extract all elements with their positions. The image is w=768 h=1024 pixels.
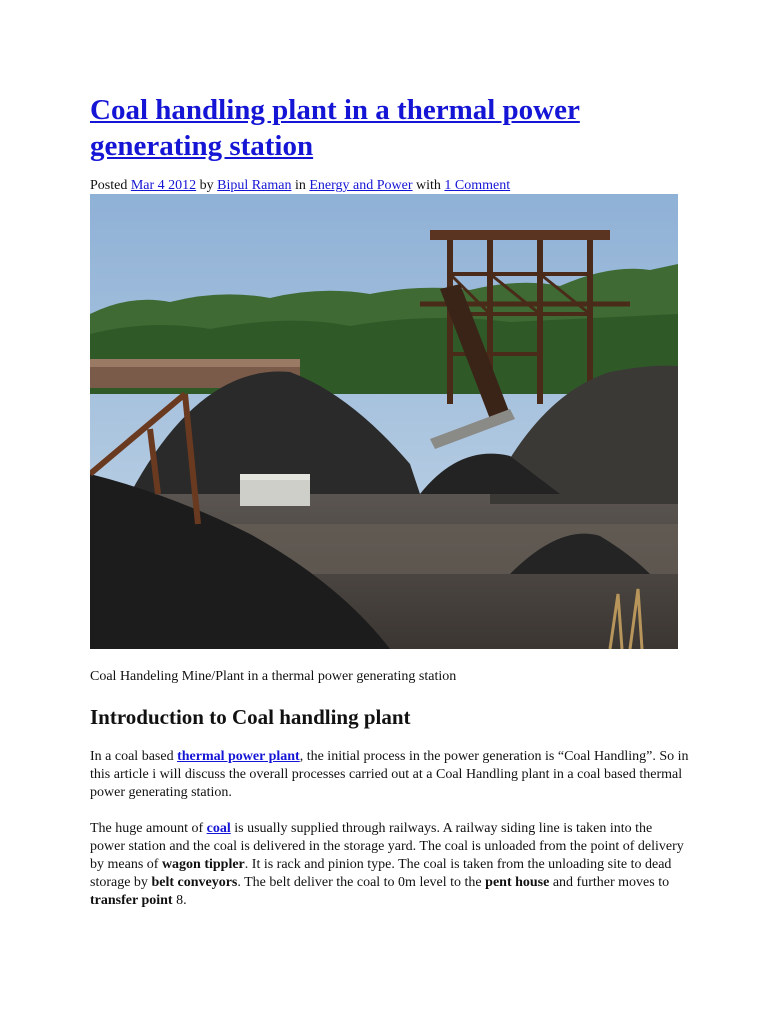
wagon-tippler-term: wagon tippler [161,857,245,872]
section-heading: Introduction to Coal handling plant [90,705,411,729]
with-label: with [416,178,441,193]
image-caption: Coal Handeling Mine/Plant in a thermal power generating station [90,669,457,684]
coal-plant-photo [90,194,678,649]
p2-text-3: . It is rack and pinion type. The coal is taken from the unloading site to dead storage by [90,857,672,890]
transfer-point-term: transfer point [90,893,173,908]
comments-link[interactable]: 1 Comment [444,178,511,193]
p2-text-6: 8. [172,893,187,908]
coal-link[interactable]: coal [206,821,231,836]
pent-house-term: pent house [485,875,550,890]
post-meta [90,177,510,195]
p2-text-2: is usually supplied through railways. A railway siding line is taken into the power station and the coal is delivered in the storage yard. The coal is unloaded from the point of delivery by means of [90,821,684,872]
posted-label: Posted [90,178,128,193]
p1-text-1: In a coal based [90,749,178,764]
article-title [90,92,690,164]
coal-plant-illustration [90,194,678,649]
by-label: by [199,178,214,193]
category-link[interactable]: Energy and Power [309,178,413,193]
post-date-link[interactable]: Mar 4 2012 [130,178,197,193]
p1-text-2: , the initial process in the power generation is “Coal Handling”. So in this article i will discuss the overall processes carried out at a Coal Handling plant in a coal based thermal power generating station. [90,749,689,800]
belt-conveyors-term: belt conveyors [151,875,238,890]
p2-text-5: and further moves to [549,875,670,890]
intro-paragraph [90,748,690,802]
coal-supply-paragraph [90,820,690,910]
article-title-link[interactable]: Coal handling plant in a thermal power generating station [90,94,580,162]
thermal-power-plant-link[interactable]: thermal power plant [177,749,300,764]
in-label: in [294,178,306,193]
p2-text-4: . The belt deliver the coal to 0m level to the [237,875,486,890]
author-link[interactable]: Bipul Raman [217,178,292,193]
p2-text-1: The huge amount of [90,821,207,836]
